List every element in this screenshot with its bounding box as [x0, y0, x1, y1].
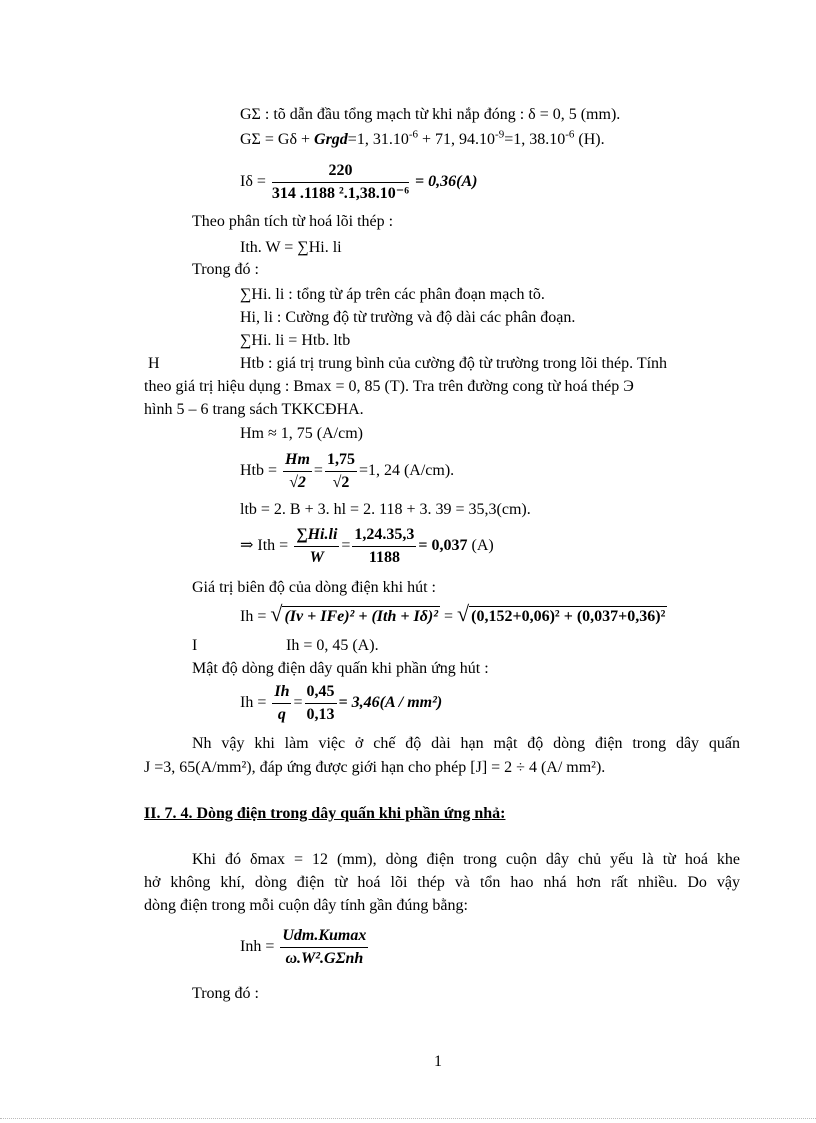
fraction: $\frac{0,45}{0,13}$: [306, 683, 335, 723]
fraction: $\frac{1,75}{√2}$: [326, 451, 355, 491]
line-g-sigma-formula: GΣ = Gδ + Grgd=1, $31.10^{-6} + 71$, $94.10^{-9}=1$, $38.10^{-6}$ (H).: [240, 128, 605, 148]
line-text: Giá trị biên độ của dòng điện khi hút :: [192, 579, 436, 596]
line-text: I: [192, 637, 198, 654]
line-text: theo giá trị hiệu dụng : Bmax = 0, 85 (T). Tra trên đường cong từ hoá thép Э: [144, 378, 634, 395]
line-equation: Ith. W = ∑Hi. li: [240, 239, 342, 256]
fraction: $\frac{1,24.35,3}{1188}$: [354, 526, 415, 566]
fraction: $\frac{220}{\text{314 .1188 ².1,38.10⁻⁶}}$: [271, 162, 410, 202]
line-equation: ltb = 2. B + 3. hl = 2. 118 + 3. 39 = 35,3(cm).: [240, 501, 531, 518]
line-text: Htb : giá trị trung bình của cường độ từ trường trong lõi thép. Tính: [240, 355, 668, 372]
line-equation: Hm ≈ 1, 75 (A/cm): [240, 425, 363, 442]
fraction: $\frac{\sum Hi.li}{W}$: [296, 526, 338, 566]
equation-i-th: ⇒ Ith = $\frac{\sum Hi.li}{W}$ = $\frac{1,24.35,3}{1188}$ = 0,037 (A): [240, 524, 494, 569]
line-text: Hi, li : Cường độ từ trường và độ dài các phân đoạn.: [240, 309, 576, 326]
page-number: 1: [434, 1053, 442, 1070]
line-text: Trong đó :: [192, 261, 259, 278]
equation-h-tb: Htb = $\frac{Hm}{√2}$ = $\frac{1,75}{√2}$ =1, 24 (A/cm).: [240, 449, 454, 494]
paragraph-line: Nh vậy khi làm việc ở chế độ dài hạn mật độ dòng điện trong dây quấn: [192, 735, 740, 752]
line-text: Mật độ dòng điện dây quấn khi phần ứng hút :: [192, 660, 489, 677]
line-equation: Ih = 0, 45 (A).: [286, 637, 379, 654]
paragraph-line: J =3, 65(A/mm²), đáp ứng được giới hạn cho phép [J] = 2 ÷ 4 (A/ mm²).: [144, 759, 606, 776]
fraction: $\frac{Hm}{√2}$: [285, 451, 310, 491]
line-text: hình 5 – 6 trang sách TKKCĐHA.: [144, 401, 364, 418]
equation-current-density: Ih = $\frac{Ih}{q}$ = $\frac{0,45}{0,13}$ = 3,46(A / mm²): [240, 681, 442, 726]
equation-i-h-amplitude: Ih = √ (Iv + IFe)² + (Ith + Iδ)² = √ (0,152+0,06)² + (0,037+0,36)²: [240, 601, 666, 626]
footer-divider: [0, 1118, 816, 1119]
line-equation: ∑Hi. li = Htb. ltb: [240, 332, 351, 349]
equation-i-nh: Inh = $\frac{\text{Udm.Kumax}}{\text{ω.W².GΣnh}}$: [240, 925, 370, 970]
paragraph-line: Khi đó δmax = 12 (mm), dòng điện trong cuộn dây chủ yếu là từ hoá khe: [192, 851, 740, 868]
paragraph-line: dòng điện trong mỗi cuộn dây tính gần đúng bằng:: [144, 897, 468, 914]
fraction: $\frac{Ih}{q}$: [274, 683, 290, 723]
section-heading: II. 7. 4. Dòng điện trong dây quấn khi phần ứng nhả:: [144, 805, 506, 822]
line-text: H: [148, 355, 160, 372]
line-text: Theo phân tích từ hoá lõi thép :: [192, 213, 394, 230]
line-g-sigma-def: GΣ : tõ dẫn đầu tổng mạch từ khi nắp đóng : δ = 0, 5 (mm).: [240, 106, 621, 123]
line-text: Trong đó :: [192, 985, 259, 1002]
equation-i-delta: Iδ = $\frac{220}{\text{314 .1188 ².1,38.10⁻⁶}}$ = 0,36(A): [240, 160, 478, 205]
paragraph-line: hở không khí, dòng điện từ hoá lõi thép và tổn hao nhá hơn rất nhiều. Do vậy: [144, 874, 740, 891]
line-text: ∑Hi. li : tổng từ áp trên các phân đoạn mạch tõ.: [240, 286, 545, 303]
fraction: $\frac{\text{Udm.Kumax}}{\text{ω.W².GΣnh}}$: [282, 927, 367, 967]
